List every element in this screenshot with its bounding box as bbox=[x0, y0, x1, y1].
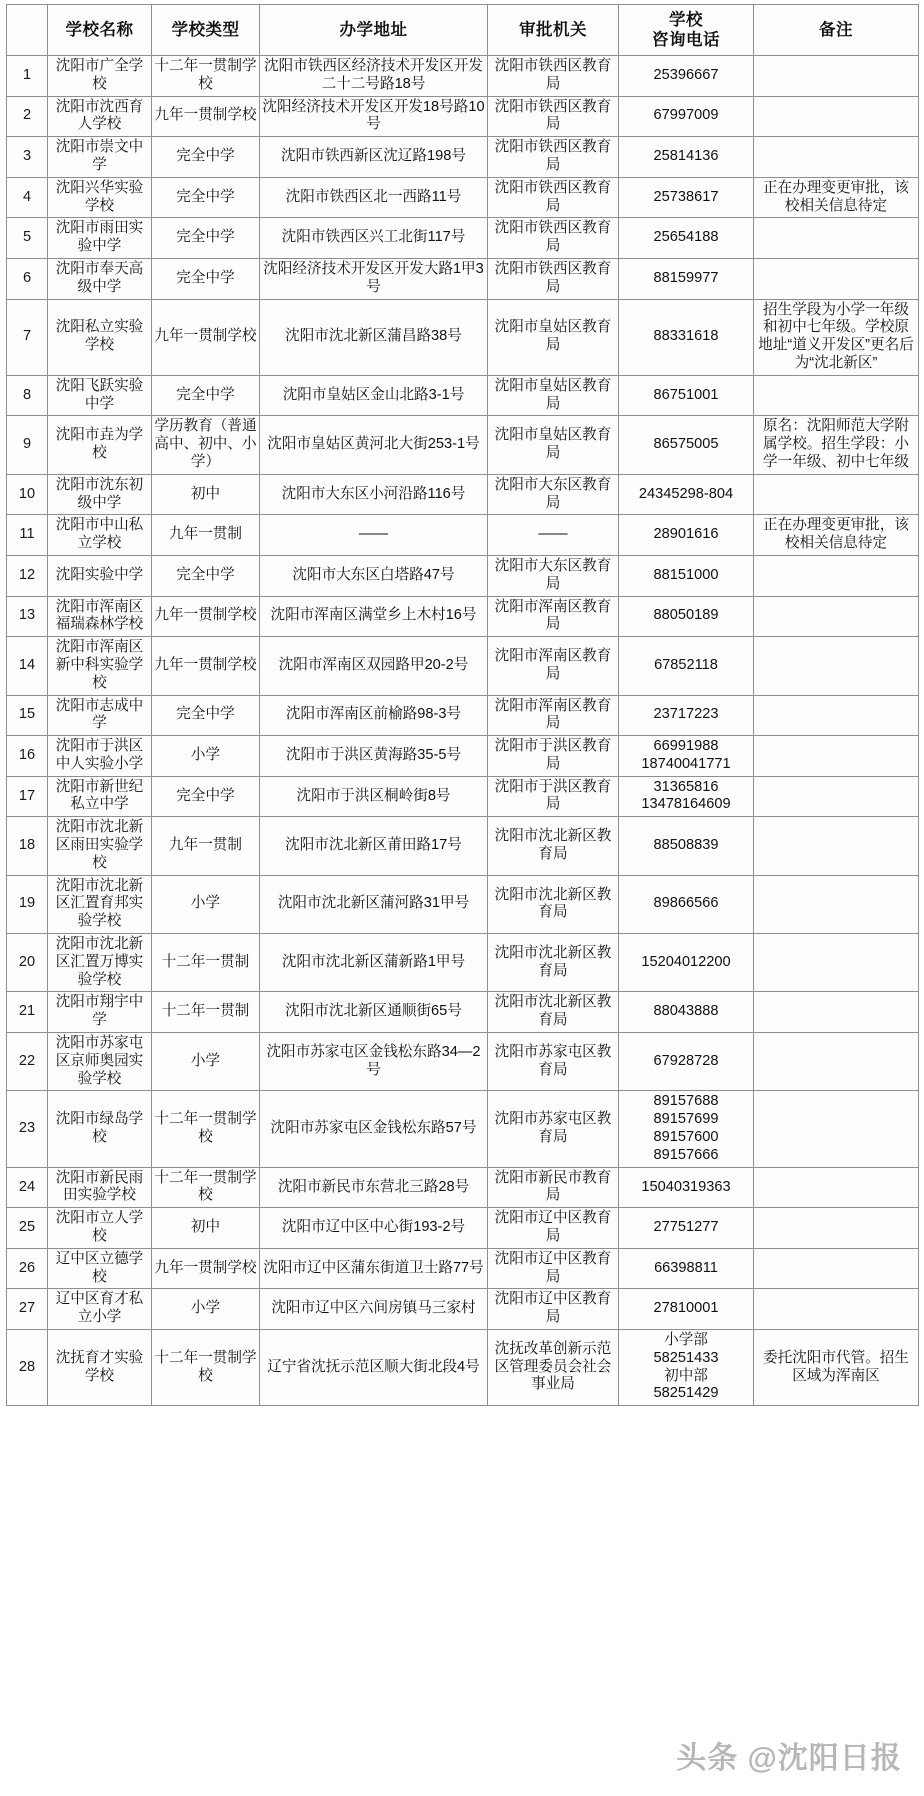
school-phone: 27751277 bbox=[619, 1208, 754, 1249]
row-index: 9 bbox=[7, 416, 48, 474]
table-row bbox=[7, 736, 919, 777]
text-line: 89157666 bbox=[653, 1146, 719, 1163]
school-address: 辽宁省沈抚示范区顺大街北段4号 bbox=[260, 1330, 488, 1406]
school-type: 小学 bbox=[152, 875, 260, 933]
school-address: 沈阳市浑南区双园路甲20-2号 bbox=[260, 637, 488, 695]
school-address: 沈阳市苏家屯区金钱松东路34—2号 bbox=[260, 1033, 488, 1091]
table-row bbox=[7, 1208, 919, 1249]
school-note: 招生学段为小学一年级和初中七年级。学校原地址“道义开发区”更名后为“沈北新区” bbox=[754, 299, 919, 375]
approval-authority: 沈阳市铁西区教育局 bbox=[488, 258, 619, 299]
table-body bbox=[7, 56, 919, 1406]
school-name: 辽中区育才私立小学 bbox=[48, 1289, 152, 1330]
column-header-phone-line1: 学校 bbox=[669, 10, 703, 29]
column-header-address: 办学地址 bbox=[260, 5, 488, 56]
column-header-school-name: 学校名称 bbox=[48, 5, 152, 56]
column-header-phone-line2: 咨询电话 bbox=[652, 31, 720, 49]
school-phone: 24345298-804 bbox=[619, 474, 754, 515]
row-index: 26 bbox=[7, 1248, 48, 1289]
school-phone: 88159977 bbox=[619, 258, 754, 299]
school-name: 沈阳私立实验学校 bbox=[48, 299, 152, 375]
school-phone: 89866566 bbox=[619, 875, 754, 933]
school-name: 沈阳市奉天高级中学 bbox=[48, 258, 152, 299]
school-type: 九年一贯制学校 bbox=[152, 596, 260, 637]
school-note bbox=[754, 56, 919, 97]
school-type: 小学 bbox=[152, 1033, 260, 1091]
school-phone: 67928728 bbox=[619, 1033, 754, 1091]
school-type: 完全中学 bbox=[152, 555, 260, 596]
table-row bbox=[7, 416, 919, 474]
row-index: 22 bbox=[7, 1033, 48, 1091]
row-index: 11 bbox=[7, 515, 48, 556]
approval-authority: 沈阳市苏家屯区教育局 bbox=[488, 1033, 619, 1091]
table-row bbox=[7, 1289, 919, 1330]
approval-authority: 沈阳市皇姑区教育局 bbox=[488, 375, 619, 416]
school-name: 沈阳市翔宇中学 bbox=[48, 992, 152, 1033]
school-name: 沈阳市雨田实验中学 bbox=[48, 218, 152, 259]
table-row bbox=[7, 218, 919, 259]
row-index: 7 bbox=[7, 299, 48, 375]
row-index: 15 bbox=[7, 695, 48, 736]
row-index: 27 bbox=[7, 1289, 48, 1330]
table-row bbox=[7, 934, 919, 992]
school-note: 委托沈阳市代管。招生区域为浑南区 bbox=[754, 1330, 919, 1406]
row-index: 3 bbox=[7, 137, 48, 178]
table-row bbox=[7, 515, 919, 556]
school-address: 沈阳市新民市东营北三路28号 bbox=[260, 1167, 488, 1208]
school-phone: 25654188 bbox=[619, 218, 754, 259]
school-type: 十二年一贯制 bbox=[152, 934, 260, 992]
school-phone: 88331618 bbox=[619, 299, 754, 375]
document-page bbox=[0, 4, 924, 1796]
column-header-index bbox=[7, 5, 48, 56]
table-row bbox=[7, 56, 919, 97]
table-row bbox=[7, 817, 919, 875]
school-phone: 86575005 bbox=[619, 416, 754, 474]
table-row bbox=[7, 96, 919, 137]
row-index: 12 bbox=[7, 555, 48, 596]
table-row bbox=[7, 1330, 919, 1406]
approval-authority: 沈阳市大东区教育局 bbox=[488, 474, 619, 515]
table-row bbox=[7, 299, 919, 375]
text-line: 89157699 bbox=[653, 1111, 719, 1128]
row-index: 24 bbox=[7, 1167, 48, 1208]
school-address: 沈阳市沈北新区通顺街65号 bbox=[260, 992, 488, 1033]
column-header-school-type: 学校类型 bbox=[152, 5, 260, 56]
row-index: 25 bbox=[7, 1208, 48, 1249]
school-type: 十二年一贯制学校 bbox=[152, 1167, 260, 1208]
school-address: 沈阳市沈北新区蒲新路1甲号 bbox=[260, 934, 488, 992]
school-phone: 86751001 bbox=[619, 375, 754, 416]
row-index: 23 bbox=[7, 1091, 48, 1167]
approval-authority: 沈阳市皇姑区教育局 bbox=[488, 416, 619, 474]
school-phone: 28901616 bbox=[619, 515, 754, 556]
column-header-note: 备注 bbox=[754, 5, 919, 56]
school-name: 沈阳市苏家屯区京师奥园实验学校 bbox=[48, 1033, 152, 1091]
school-address: 沈阳市辽中区蒲东街道卫士路77号 bbox=[260, 1248, 488, 1289]
school-name: 沈阳市垚为学校 bbox=[48, 416, 152, 474]
school-name: 沈抚育才实验学校 bbox=[48, 1330, 152, 1406]
approval-authority: 沈阳市新民市教育局 bbox=[488, 1167, 619, 1208]
school-note bbox=[754, 1248, 919, 1289]
school-name: 沈阳市志成中学 bbox=[48, 695, 152, 736]
school-phone: 67997009 bbox=[619, 96, 754, 137]
school-name: 辽中区立德学校 bbox=[48, 1248, 152, 1289]
school-name: 沈阳兴华实验学校 bbox=[48, 177, 152, 218]
school-note: 正在办理变更审批，该校相关信息待定 bbox=[754, 515, 919, 556]
approval-authority: 沈阳市于洪区教育局 bbox=[488, 776, 619, 817]
school-note bbox=[754, 1033, 919, 1091]
school-type: 小学 bbox=[152, 1289, 260, 1330]
school-type: 十二年一贯制 bbox=[152, 992, 260, 1033]
school-address: 沈阳市浑南区满堂乡上木村16号 bbox=[260, 596, 488, 637]
school-address: 沈阳市辽中区中心街193-2号 bbox=[260, 1208, 488, 1249]
school-phone bbox=[619, 1091, 754, 1167]
school-address: 沈阳市大东区白塔路47号 bbox=[260, 555, 488, 596]
school-phone: 88043888 bbox=[619, 992, 754, 1033]
text-line: 13478164609 bbox=[641, 796, 731, 813]
school-address: 沈阳市皇姑区黄河北大街253-1号 bbox=[260, 416, 488, 474]
school-phone: 25814136 bbox=[619, 137, 754, 178]
row-index: 8 bbox=[7, 375, 48, 416]
school-name: 沈阳市广全学校 bbox=[48, 56, 152, 97]
school-note bbox=[754, 817, 919, 875]
approval-authority: 沈阳市铁西区教育局 bbox=[488, 218, 619, 259]
table-row bbox=[7, 637, 919, 695]
approval-authority: 沈阳市沈北新区教育局 bbox=[488, 817, 619, 875]
table-row bbox=[7, 1248, 919, 1289]
school-note bbox=[754, 637, 919, 695]
school-type: 小学 bbox=[152, 736, 260, 777]
row-index: 28 bbox=[7, 1330, 48, 1406]
table-row bbox=[7, 555, 919, 596]
school-address: —— bbox=[260, 515, 488, 556]
table-row bbox=[7, 375, 919, 416]
school-phone: 67852118 bbox=[619, 637, 754, 695]
school-type: 十二年一贯制学校 bbox=[152, 1091, 260, 1167]
column-header-authority: 审批机关 bbox=[488, 5, 619, 56]
approval-authority: 沈阳市浑南区教育局 bbox=[488, 637, 619, 695]
approval-authority: 沈抚改革创新示范区管理委员会社会事业局 bbox=[488, 1330, 619, 1406]
table-row bbox=[7, 776, 919, 817]
school-type: 九年一贯制 bbox=[152, 515, 260, 556]
school-type: 九年一贯制学校 bbox=[152, 637, 260, 695]
text-line: 66991988 bbox=[653, 738, 719, 755]
row-index: 10 bbox=[7, 474, 48, 515]
table-header bbox=[7, 5, 919, 56]
row-index: 5 bbox=[7, 218, 48, 259]
header-row bbox=[7, 5, 919, 56]
approval-authority: 沈阳市辽中区教育局 bbox=[488, 1289, 619, 1330]
school-note bbox=[754, 137, 919, 178]
school-type: 初中 bbox=[152, 474, 260, 515]
text-line: 18740041771 bbox=[641, 755, 731, 772]
school-name: 沈阳市沈北新区汇置万博实验学校 bbox=[48, 934, 152, 992]
approval-authority: 沈阳市苏家屯区教育局 bbox=[488, 1091, 619, 1167]
school-phone: 88508839 bbox=[619, 817, 754, 875]
approval-authority: 沈阳市大东区教育局 bbox=[488, 555, 619, 596]
school-phone: 88151000 bbox=[619, 555, 754, 596]
table-row bbox=[7, 258, 919, 299]
school-note bbox=[754, 555, 919, 596]
approval-authority: 沈阳市皇姑区教育局 bbox=[488, 299, 619, 375]
school-phone: 66398811 bbox=[619, 1248, 754, 1289]
school-type: 完全中学 bbox=[152, 258, 260, 299]
school-name: 沈阳市沈北新区汇置育邦实验学校 bbox=[48, 875, 152, 933]
row-index: 14 bbox=[7, 637, 48, 695]
school-name: 沈阳市崇文中学 bbox=[48, 137, 152, 178]
school-note: 原名：沈阳师范大学附属学校。招生学段：小学一年级、初中七年级 bbox=[754, 416, 919, 474]
school-type: 完全中学 bbox=[152, 695, 260, 736]
row-index: 2 bbox=[7, 96, 48, 137]
school-address: 沈阳市铁西区北一西路11号 bbox=[260, 177, 488, 218]
school-phone bbox=[619, 736, 754, 777]
school-type: 十二年一贯制学校 bbox=[152, 56, 260, 97]
row-index: 17 bbox=[7, 776, 48, 817]
publisher-watermark: 头条 @沈阳日报 bbox=[676, 1742, 902, 1775]
approval-authority: 沈阳市沈北新区教育局 bbox=[488, 875, 619, 933]
school-name: 沈阳市沈北新区雨田实验学校 bbox=[48, 817, 152, 875]
school-type: 完全中学 bbox=[152, 375, 260, 416]
text-line: 58251429 bbox=[653, 1385, 719, 1402]
school-address: 沈阳市大东区小河沿路116号 bbox=[260, 474, 488, 515]
approval-authority: 沈阳市于洪区教育局 bbox=[488, 736, 619, 777]
text-line: 初中部 bbox=[664, 1367, 708, 1384]
approval-authority: 沈阳市辽中区教育局 bbox=[488, 1208, 619, 1249]
school-address: 沈阳市于洪区黄海路35-5号 bbox=[260, 736, 488, 777]
school-address: 沈阳市辽中区六间房镇马三家村 bbox=[260, 1289, 488, 1330]
school-type: 学历教育（普通高中、初中、小学） bbox=[152, 416, 260, 474]
school-note bbox=[754, 875, 919, 933]
table-row bbox=[7, 1033, 919, 1091]
school-phone: 15204012200 bbox=[619, 934, 754, 992]
school-note bbox=[754, 695, 919, 736]
approval-authority: 沈阳市铁西区教育局 bbox=[488, 96, 619, 137]
school-phone: 23717223 bbox=[619, 695, 754, 736]
school-note bbox=[754, 258, 919, 299]
row-index: 21 bbox=[7, 992, 48, 1033]
school-phone: 25738617 bbox=[619, 177, 754, 218]
table-row bbox=[7, 1091, 919, 1167]
school-name: 沈阳市于洪区中人实验小学 bbox=[48, 736, 152, 777]
approval-authority: 沈阳市浑南区教育局 bbox=[488, 596, 619, 637]
school-note bbox=[754, 596, 919, 637]
private-school-directory-table bbox=[6, 4, 919, 1406]
school-note bbox=[754, 375, 919, 416]
school-address: 沈阳经济技术开发区开发大路1甲3号 bbox=[260, 258, 488, 299]
school-address: 沈阳经济技术开发区开发18号路10号 bbox=[260, 96, 488, 137]
school-note: 正在办理变更审批，该校相关信息待定 bbox=[754, 177, 919, 218]
school-note bbox=[754, 1091, 919, 1167]
school-phone: 27810001 bbox=[619, 1289, 754, 1330]
school-address: 沈阳市皇姑区金山北路3-1号 bbox=[260, 375, 488, 416]
text-line: 58251433 bbox=[653, 1349, 719, 1366]
row-index: 4 bbox=[7, 177, 48, 218]
approval-authority: —— bbox=[488, 515, 619, 556]
school-name: 沈阳飞跃实验中学 bbox=[48, 375, 152, 416]
table-row bbox=[7, 695, 919, 736]
school-type: 完全中学 bbox=[152, 177, 260, 218]
school-name: 沈阳市立人学校 bbox=[48, 1208, 152, 1249]
school-type: 九年一贯制学校 bbox=[152, 1248, 260, 1289]
school-address: 沈阳市铁西区经济技术开发区开发二十二号路18号 bbox=[260, 56, 488, 97]
text-line: 小学部 bbox=[664, 1332, 708, 1348]
school-address: 沈阳市铁西区兴工北街117号 bbox=[260, 218, 488, 259]
row-index: 1 bbox=[7, 56, 48, 97]
school-name: 沈阳实验中学 bbox=[48, 555, 152, 596]
school-type: 九年一贯制学校 bbox=[152, 96, 260, 137]
row-index: 13 bbox=[7, 596, 48, 637]
school-type: 十二年一贯制学校 bbox=[152, 1330, 260, 1406]
school-note bbox=[754, 96, 919, 137]
table-row bbox=[7, 875, 919, 933]
school-note bbox=[754, 1208, 919, 1249]
column-header-phone bbox=[619, 5, 754, 56]
school-name: 沈阳市沈东初级中学 bbox=[48, 474, 152, 515]
approval-authority: 沈阳市浑南区教育局 bbox=[488, 695, 619, 736]
approval-authority: 沈阳市辽中区教育局 bbox=[488, 1248, 619, 1289]
table-row bbox=[7, 177, 919, 218]
school-note bbox=[754, 736, 919, 777]
school-type: 九年一贯制 bbox=[152, 817, 260, 875]
school-name: 沈阳市沈西育人学校 bbox=[48, 96, 152, 137]
school-phone bbox=[619, 776, 754, 817]
school-note bbox=[754, 474, 919, 515]
school-name: 沈阳市绿岛学校 bbox=[48, 1091, 152, 1167]
school-address: 沈阳市于洪区桐岭街8号 bbox=[260, 776, 488, 817]
school-note bbox=[754, 1289, 919, 1330]
school-address: 沈阳市沈北新区蒲河路31甲号 bbox=[260, 875, 488, 933]
text-line: 89157600 bbox=[653, 1129, 719, 1146]
school-note bbox=[754, 218, 919, 259]
row-index: 18 bbox=[7, 817, 48, 875]
school-address: 沈阳市沈北新区蒲昌路38号 bbox=[260, 299, 488, 375]
school-phone bbox=[619, 1330, 754, 1406]
school-type: 完全中学 bbox=[152, 776, 260, 817]
school-address: 沈阳市沈北新区莆田路17号 bbox=[260, 817, 488, 875]
school-phone: 88050189 bbox=[619, 596, 754, 637]
school-phone: 25396667 bbox=[619, 56, 754, 97]
approval-authority: 沈阳市铁西区教育局 bbox=[488, 177, 619, 218]
approval-authority: 沈阳市沈北新区教育局 bbox=[488, 934, 619, 992]
approval-authority: 沈阳市沈北新区教育局 bbox=[488, 992, 619, 1033]
school-name: 沈阳市浑南区福瑞森林学校 bbox=[48, 596, 152, 637]
table-row bbox=[7, 596, 919, 637]
school-note bbox=[754, 992, 919, 1033]
school-address: 沈阳市浑南区前榆路98-3号 bbox=[260, 695, 488, 736]
row-index: 16 bbox=[7, 736, 48, 777]
school-name: 沈阳市浑南区新中科实验学校 bbox=[48, 637, 152, 695]
row-index: 6 bbox=[7, 258, 48, 299]
school-type: 完全中学 bbox=[152, 137, 260, 178]
table-row bbox=[7, 1167, 919, 1208]
table-row bbox=[7, 992, 919, 1033]
school-address: 沈阳市铁西新区沈辽路198号 bbox=[260, 137, 488, 178]
approval-authority: 沈阳市铁西区教育局 bbox=[488, 56, 619, 97]
table-row bbox=[7, 474, 919, 515]
school-name: 沈阳市新民雨田实验学校 bbox=[48, 1167, 152, 1208]
school-phone: 15040319363 bbox=[619, 1167, 754, 1208]
table-row bbox=[7, 137, 919, 178]
row-index: 19 bbox=[7, 875, 48, 933]
school-type: 九年一贯制学校 bbox=[152, 299, 260, 375]
text-line: 31365816 bbox=[653, 778, 719, 795]
school-name: 沈阳市中山私立学校 bbox=[48, 515, 152, 556]
school-name: 沈阳市新世纪私立中学 bbox=[48, 776, 152, 817]
school-type: 初中 bbox=[152, 1208, 260, 1249]
school-address: 沈阳市苏家屯区金钱松东路57号 bbox=[260, 1091, 488, 1167]
school-note bbox=[754, 1167, 919, 1208]
text-line: 89157688 bbox=[653, 1093, 719, 1110]
approval-authority: 沈阳市铁西区教育局 bbox=[488, 137, 619, 178]
row-index: 20 bbox=[7, 934, 48, 992]
school-type: 完全中学 bbox=[152, 218, 260, 259]
school-note bbox=[754, 934, 919, 992]
school-note bbox=[754, 776, 919, 817]
